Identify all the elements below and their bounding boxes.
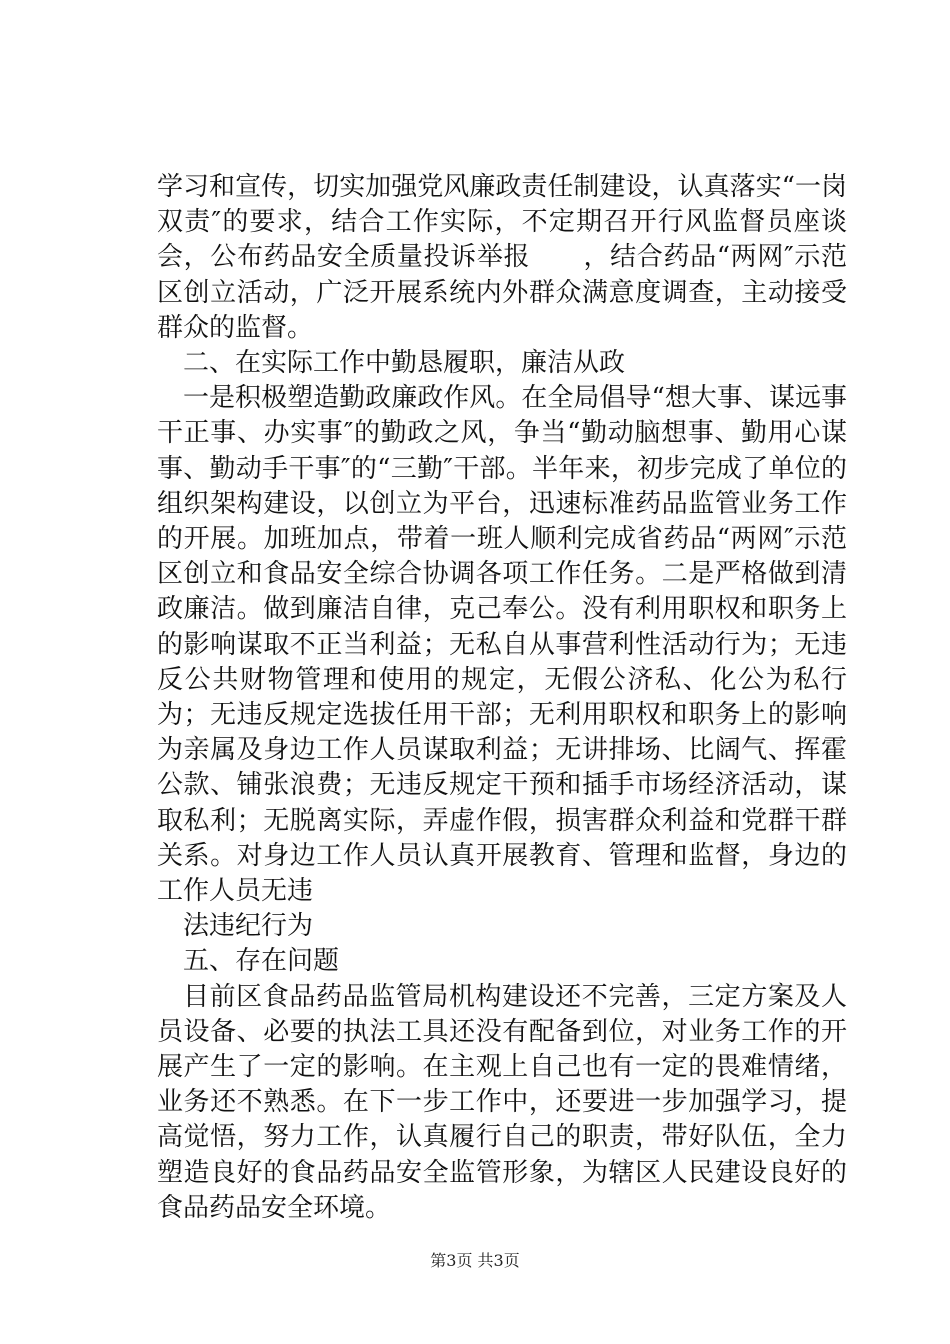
paragraph-continuation: 学习和宣传，切实加强党风廉政责任制建设，认真落实“一岗双责″的要求，结合工作实际，不定期召开行风监督员座谈会，公布药品安全质量投诉举报 ，结合药品“两网″示范区创立活动，广泛开展系统内外群众满意度调查，主动接受群众的监督。 [157, 172, 847, 343]
paragraph-fragment: 法违纪行为 [183, 911, 314, 942]
paragraph-integrity: 一是积极塑造勤政廉政作风。在全局倡导“想大事、谋远事干正事、办实事″的勤政之风，争当“勤动脑想事、勤用心谋事、勤动手干事″的“三勤″干部。半年来，初步完成了单位的组织架构建设，以创立为平台，迅速标准药品监管业务工作的开展。加班加点，带着一班人顺利完成省药品“两网″示范区创立和食品安全综合协调各项工作任务。二是严格做到清政廉洁。做到廉洁自律，克己奉公。没有利用职权和职务上的影响谋取不正当利益；无私自从事营利性活动行为；无违反公共财物管理和使用的规定，无假公济私、化公为私行为；无违反规定选拔任用干部；无利用职权和职务上的影响为亲属及身边工作人员谋取利益；无讲排场、比阔气、挥霍公款、铺张浪费；无违反规定干预和插手市场经济活动，谋取私利；无脱离实际，弄虚作假，损害群众利益和党群干群关系。对身边工作人员认真开展教育、管理和监督，身边的工作人员无违 [157, 383, 847, 907]
document-body [157, 170, 847, 1226]
section-heading-problems: 五、存在问题 [183, 946, 340, 977]
paragraph-problems: 目前区食品药品监管局机构建设还不完善，三定方案及人员设备、必要的执法工具还没有配备到位，对业务工作的开展产生了一定的影响。在主观上自己也有一定的畏难情绪，业务还不熟悉。在下一步工作中，还要进一步加强学习，提高觉悟，努力工作，认真履行自己的职责，带好队伍，全力塑造良好的食品药品安全监管形象，为辖区人民建设良好的食品药品安全环境。 [157, 981, 847, 1223]
section-heading-duties: 二、在实际工作中勤恳履职，廉洁从政 [183, 348, 626, 379]
page-number-footer: 第3页 共3页 [430, 1251, 520, 1270]
